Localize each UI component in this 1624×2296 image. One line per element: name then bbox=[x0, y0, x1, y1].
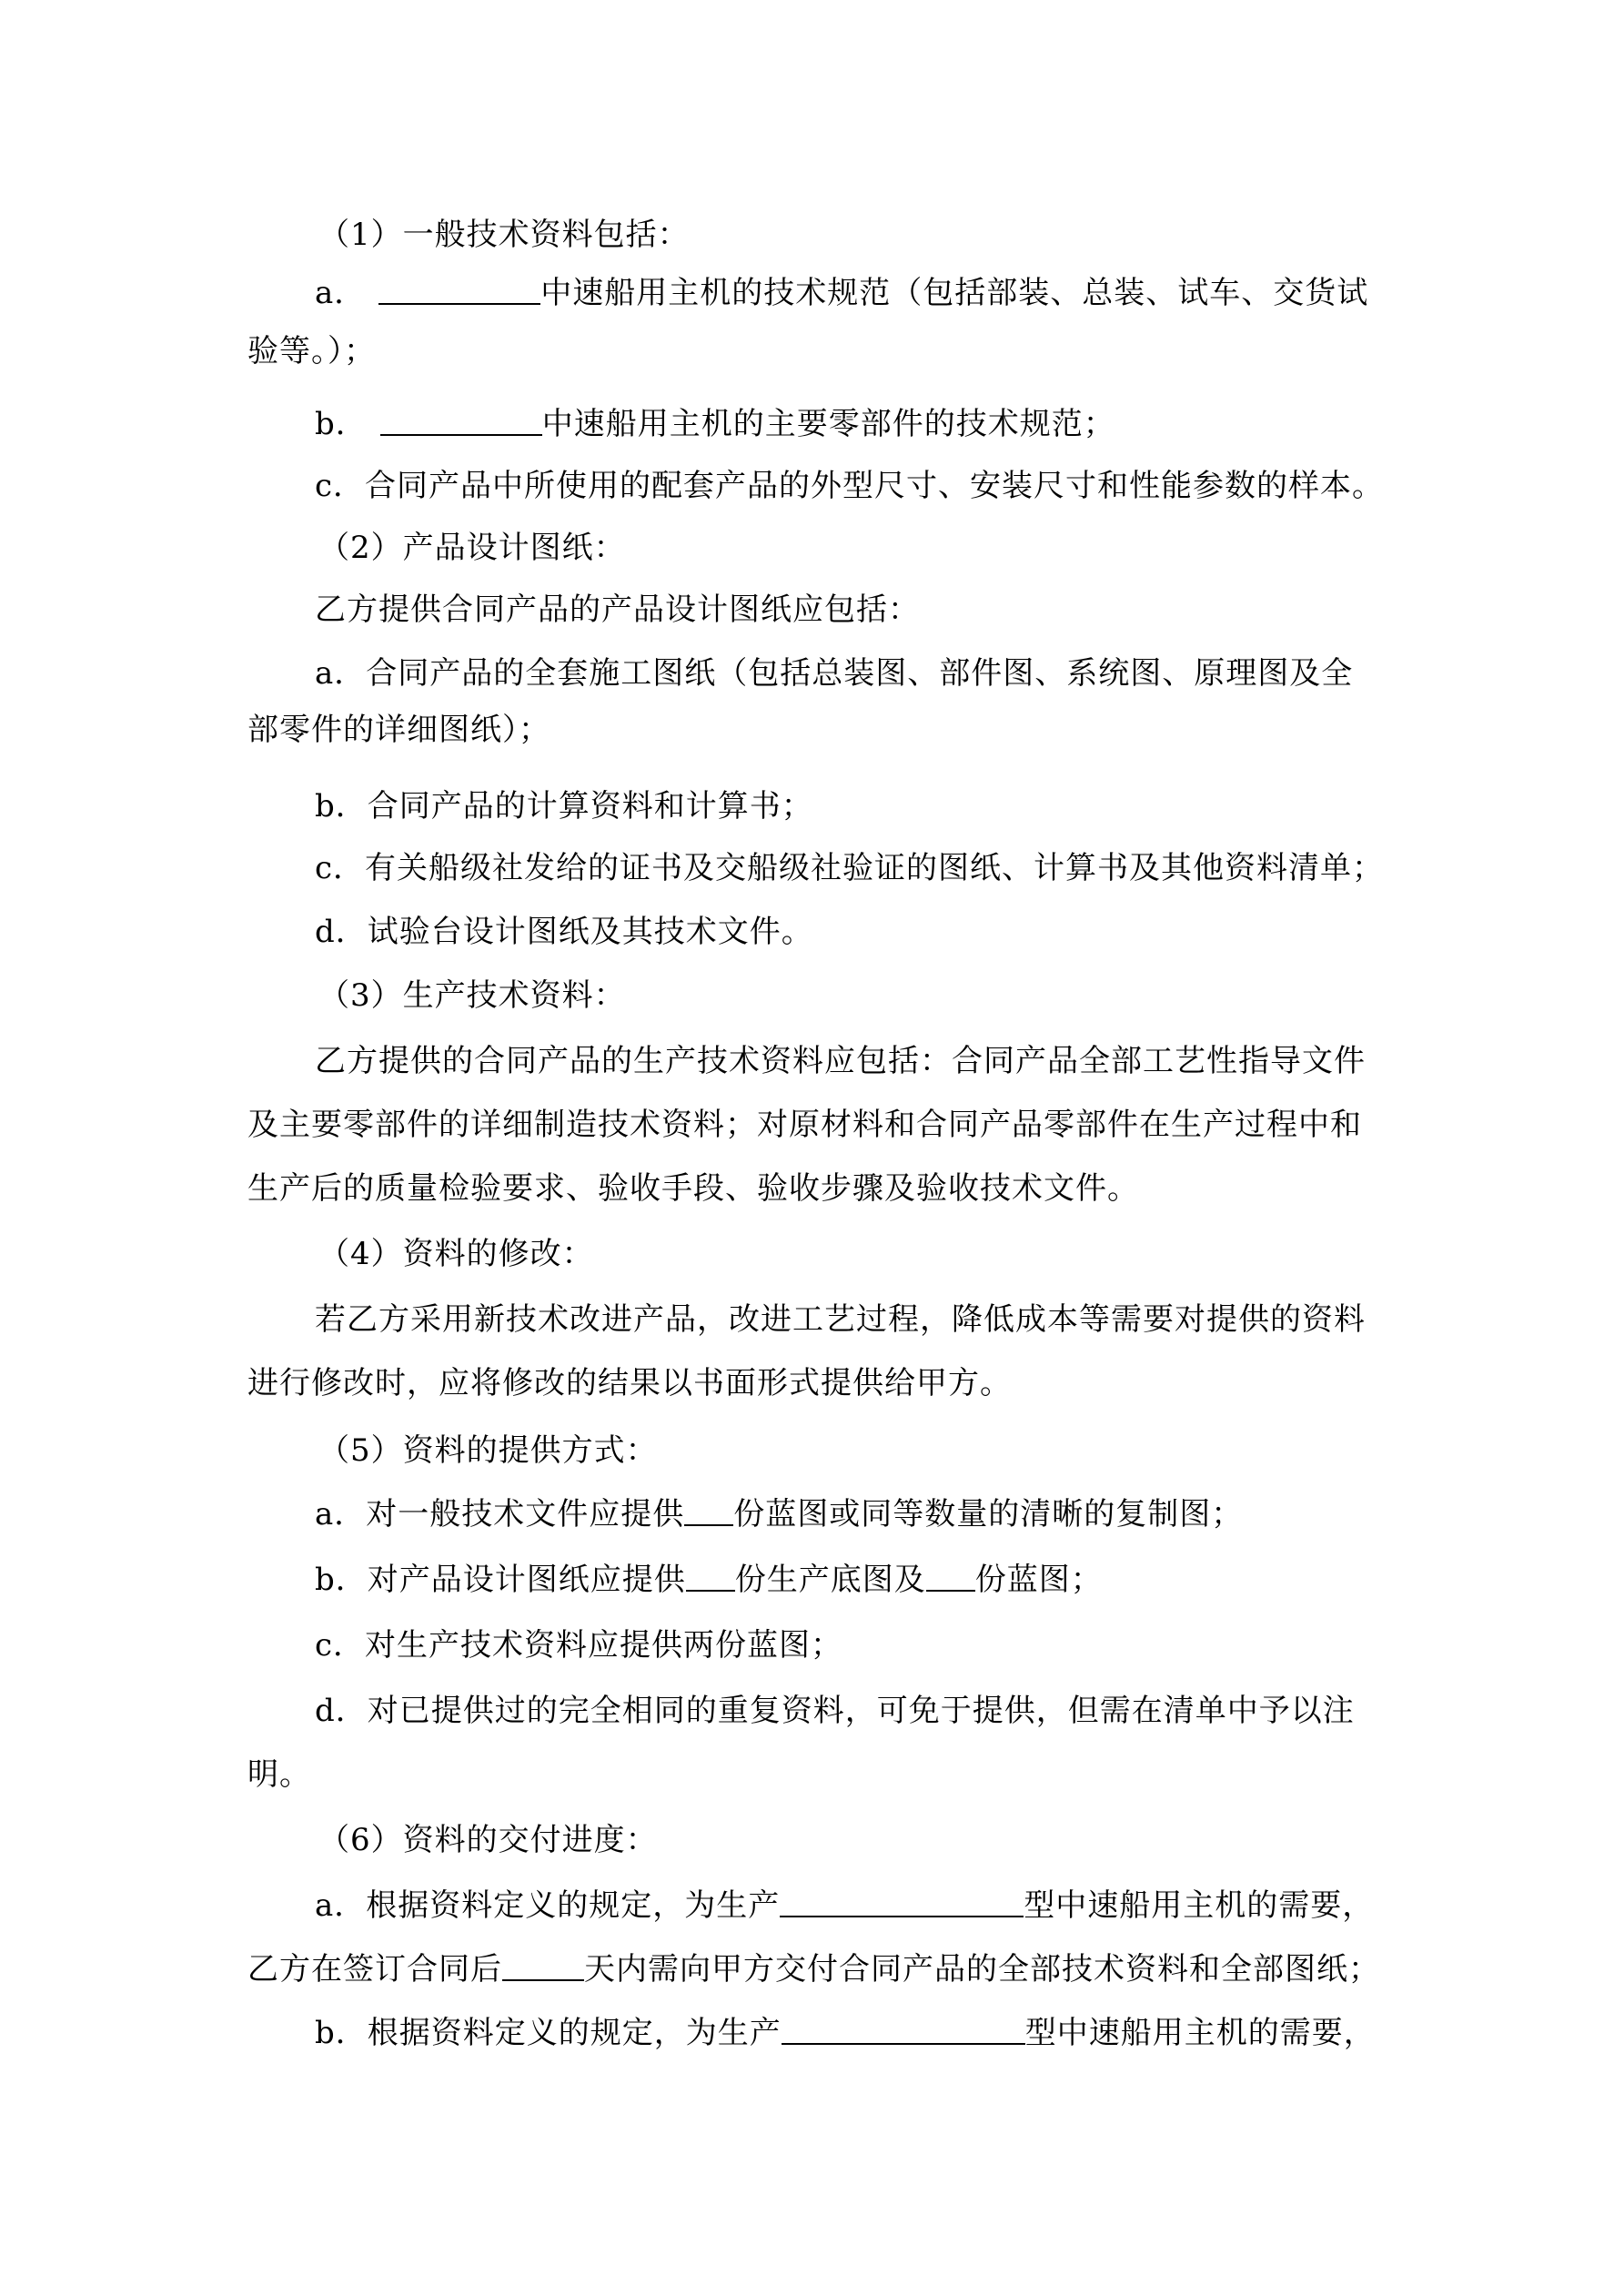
item-a-text-pre: a．对一般技术文件应提供 bbox=[315, 1496, 685, 1532]
section-2-intro: 乙方提供合同产品的产品设计图纸应包括： bbox=[315, 592, 920, 628]
section-5-heading: （5）资料的提供方式： bbox=[318, 1432, 658, 1469]
item-b-text: 中速船用主机的主要零部件的技术规范； bbox=[541, 406, 1115, 442]
section-5-item-d-cont: 明。 bbox=[247, 1756, 311, 1793]
section-3-line-1: 乙方提供的合同产品的生产技术资料应包括：合同产品全部工艺性指导文件 bbox=[315, 1043, 1366, 1079]
section-3-line-2: 及主要零部件的详细制造技术资料；对原材料和合同产品零部件在生产过程中和 bbox=[247, 1107, 1362, 1143]
section-4-line-2: 进行修改时，应将修改的结果以书面形式提供给甲方。 bbox=[247, 1365, 1012, 1401]
item-a-cont-post: 天内需向甲方交付合同产品的全部技术资料和全部图纸； bbox=[584, 1951, 1380, 1988]
engine-model-blank-1[interactable] bbox=[780, 1888, 1024, 1917]
section-5-item-b bbox=[315, 1562, 1103, 1598]
section-3-heading: （3）生产技术资料： bbox=[318, 977, 626, 1014]
item-b-text-pre: b．根据资料定义的规定，为生产 bbox=[315, 2015, 782, 2051]
days-blank[interactable] bbox=[502, 1952, 584, 1981]
section-4-heading: （4）资料的修改： bbox=[318, 1236, 594, 1272]
item-b-text-mid: 份生产底图及 bbox=[734, 1562, 926, 1598]
model-blank-2[interactable] bbox=[380, 407, 542, 436]
item-a-prefix: a． bbox=[315, 275, 367, 311]
section-2-item-c: c．有关船级社发给的证书及交船级社验证的图纸、计算书及其他资料清单； bbox=[315, 850, 1385, 886]
section-2-item-b: b．合同产品的计算资料和计算书； bbox=[315, 788, 813, 824]
item-b-text-post: 份蓝图； bbox=[974, 1562, 1103, 1598]
section-3-line-3: 生产后的质量检验要求、验收手段、验收步骤及验收技术文件。 bbox=[247, 1170, 1139, 1207]
section-4-line-1: 若乙方采用新技术改进产品，改进工艺过程，降低成本等需要对提供的资料 bbox=[315, 1301, 1366, 1338]
item-a-text-pre: a．根据资料定义的规定，为生产 bbox=[315, 1887, 781, 1924]
item-a-text: 中速船用主机的技术规范（包括部装、总装、试车、交货试 bbox=[540, 275, 1369, 311]
section-5-item-c: c．对生产技术资料应提供两份蓝图； bbox=[315, 1627, 843, 1664]
copies-blank-1[interactable] bbox=[684, 1497, 733, 1526]
section-6-item-b bbox=[315, 2015, 1376, 2051]
copies-blank-2[interactable] bbox=[686, 1563, 735, 1592]
section-2-item-a: a．合同产品的全套施工图纸（包括总装图、部件图、系统图、原理图及全 bbox=[315, 655, 1354, 692]
section-1-item-a bbox=[315, 275, 1368, 311]
section-1-heading: （1）一般技术资料包括： bbox=[318, 217, 690, 253]
section-1-item-b bbox=[315, 406, 1115, 442]
section-2-item-d: d．试验台设计图纸及其技术文件。 bbox=[315, 914, 813, 950]
item-a-cont-pre: 乙方在签订合同后 bbox=[247, 1951, 502, 1988]
item-a-text-post: 型中速船用主机的需要， bbox=[1024, 1887, 1375, 1924]
item-b-prefix: b． bbox=[315, 406, 368, 442]
engine-model-blank-2[interactable] bbox=[782, 2016, 1025, 2045]
section-1-item-c: c．合同产品中所使用的配套产品的外型尺寸、安装尺寸和性能参数的样本。 bbox=[315, 468, 1385, 504]
item-b-text-pre: b．对产品设计图纸应提供 bbox=[315, 1562, 686, 1598]
section-5-item-d: d．对已提供过的完全相同的重复资料，可免于提供，但需在清单中予以注 bbox=[315, 1693, 1355, 1729]
section-6-heading: （6）资料的交付进度： bbox=[318, 1822, 658, 1858]
copies-blank-3[interactable] bbox=[926, 1563, 975, 1592]
section-2-heading: （2）产品设计图纸： bbox=[318, 530, 626, 566]
section-6-item-a bbox=[315, 1887, 1374, 1924]
item-a-text-post: 份蓝图或同等数量的清晰的复制图； bbox=[733, 1496, 1244, 1532]
model-blank-1[interactable] bbox=[378, 276, 540, 305]
item-b-text-post: 型中速船用主机的需要， bbox=[1024, 2015, 1376, 2051]
section-1-item-a-cont: 验等。）； bbox=[247, 333, 376, 369]
section-5-item-a bbox=[315, 1496, 1243, 1532]
section-6-item-a-cont bbox=[247, 1951, 1380, 1988]
section-2-item-a-cont: 部零件的详细图纸）； bbox=[247, 712, 550, 748]
